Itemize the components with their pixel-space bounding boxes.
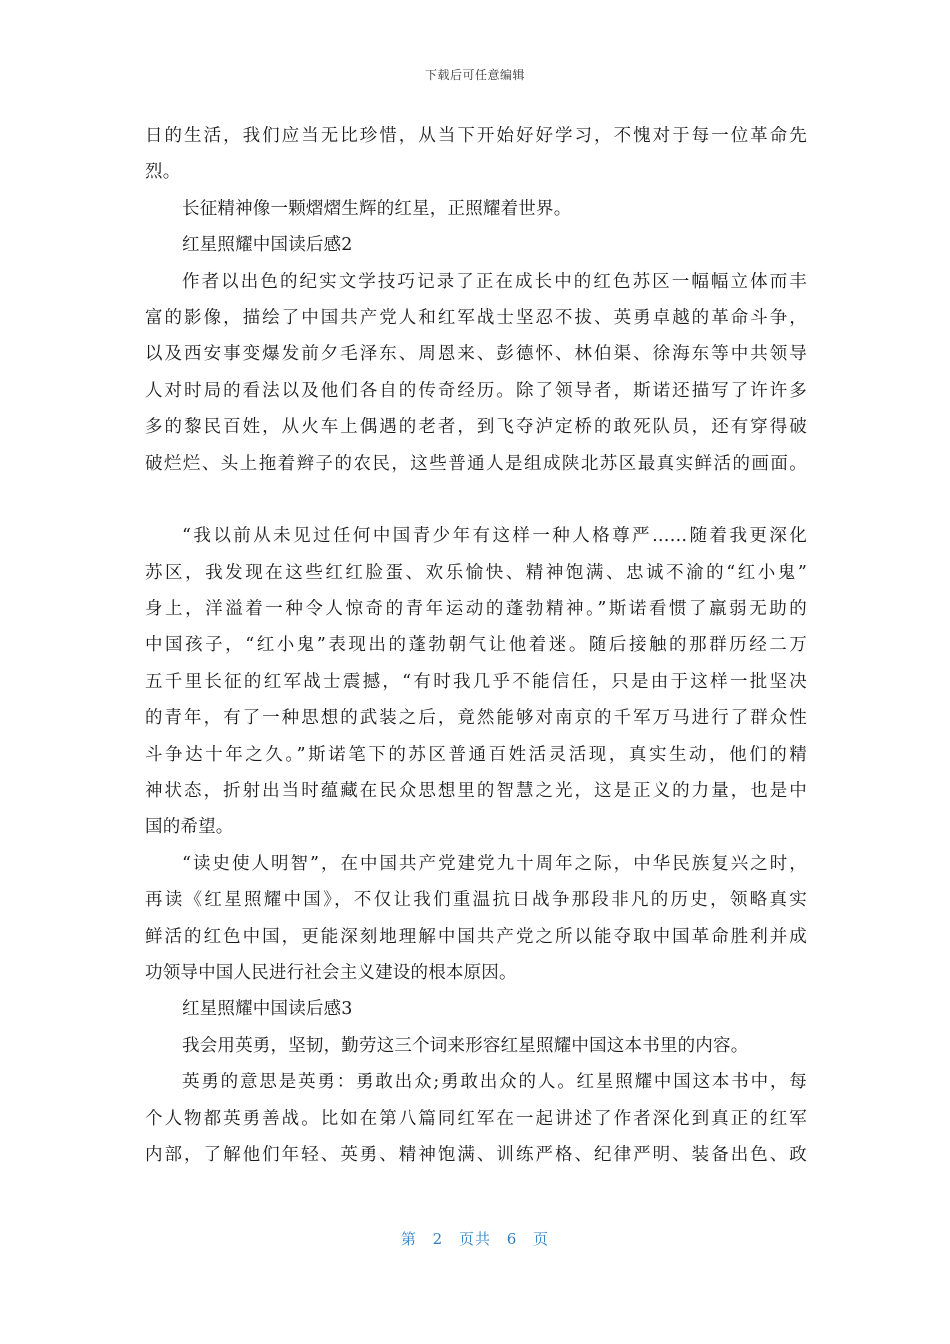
text-line: 再读《红星照耀中国》，不仅让我们重温抗日战争那段非凡的历史，领略真实: [145, 890, 807, 911]
page-header: 下载后可任意编辑: [424, 68, 525, 82]
text-line: 个人物都英勇善战。比如在第八篇同红军在一起讲述了作者深化到真正的红军: [145, 1108, 807, 1129]
page-number-footer: 第 2 页共 6 页: [400, 1230, 550, 1248]
text-line: 国的希望。: [145, 817, 234, 838]
text-line: 内部，了解他们年轻、英勇、精神饱满、训练严格、纪律严明、装备出色、政: [145, 1144, 807, 1165]
text-line: 身上，洋溢着一种令人惊奇的青年运动的蓬勃精神。”斯诺看惯了羸弱无助的: [145, 599, 807, 620]
text-line: 中国孩子，“红小鬼”表现出的蓬勃朝气让他着迷。随后接触的那群历经二万: [145, 635, 807, 656]
text-line: 五千里长征的红军战士震撼，“有时我几乎不能信任，只是由于这样一批坚决: [145, 671, 807, 692]
text-line: 鲜活的红色中国，更能深刻地理解中国共产党之所以能夺取中国革命胜利并成: [145, 926, 807, 947]
section-heading: 红星照耀中国读后感2: [182, 235, 353, 256]
text-line: 作者以出色的纪实文学技巧记录了正在成长中的红色苏区一幅幅立体而丰: [182, 271, 807, 292]
text-line: 长征精神像一颗熠熠生辉的红星，正照耀着世界。: [182, 198, 572, 219]
text-line: 我会用英勇，坚韧，勤劳这三个词来形容红星照耀中国这本书里的内容。: [182, 1035, 749, 1056]
text-line: 苏区，我发现在这些红红脸蛋、欢乐愉快、精神饱满、忠诚不渝的“红小鬼”: [145, 562, 807, 583]
text-line: 烈。: [145, 162, 181, 183]
text-line: 斗争达十年之久。”斯诺笔下的苏区普通百姓活灵活现，真实生动，他们的精: [145, 744, 807, 765]
text-line: 破烂烂、头上拖着辫子的农民，这些普通人是组成陕北苏区最真实鲜活的画面。: [145, 453, 807, 474]
text-line: 英勇的意思是英勇：勇敢出众;勇敢出众的人。红星照耀中国这本书中，每: [182, 1072, 807, 1093]
text-line: “读史使人明智”，在中国共产党建党九十周年之际，中华民族复兴之时，: [182, 853, 807, 874]
text-line: 多的黎民百姓，从火车上偶遇的老者，到飞夺泸定桥的敢死队员，还有穿得破: [145, 417, 807, 438]
document-body: [145, 118, 807, 1173]
text-line: “我以前从未见过任何中国青少年有这样一种人格尊严……随着我更深化: [182, 526, 807, 547]
section-heading: 红星照耀中国读后感3: [182, 999, 353, 1020]
blank-line: [145, 482, 807, 518]
text-line: 富的影像，描绘了中国共产党人和红军战士坚忍不拔、英勇卓越的革命斗争，: [145, 307, 807, 328]
text-line: 以及西安事变爆发前夕毛泽东、周恩来、彭德怀、林伯渠、徐海东等中共领导: [145, 344, 807, 365]
text-line: 的青年，有了一种思想的武装之后，竟然能够对南京的千军万马进行了群众性: [145, 708, 807, 729]
text-line: 神状态，折射出当时蕴藏在民众思想里的智慧之光，这是正义的力量，也是中: [145, 781, 807, 802]
text-line: 人对时局的看法以及他们各自的传奇经历。除了领导者，斯诺还描写了许许多: [145, 380, 807, 401]
text-line: 日的生活，我们应当无比珍惜，从当下开始好好学习，不愧对于每一位革命先: [145, 126, 807, 146]
text-line: 功领导中国人民进行社会主义建设的根本原因。: [145, 962, 517, 983]
